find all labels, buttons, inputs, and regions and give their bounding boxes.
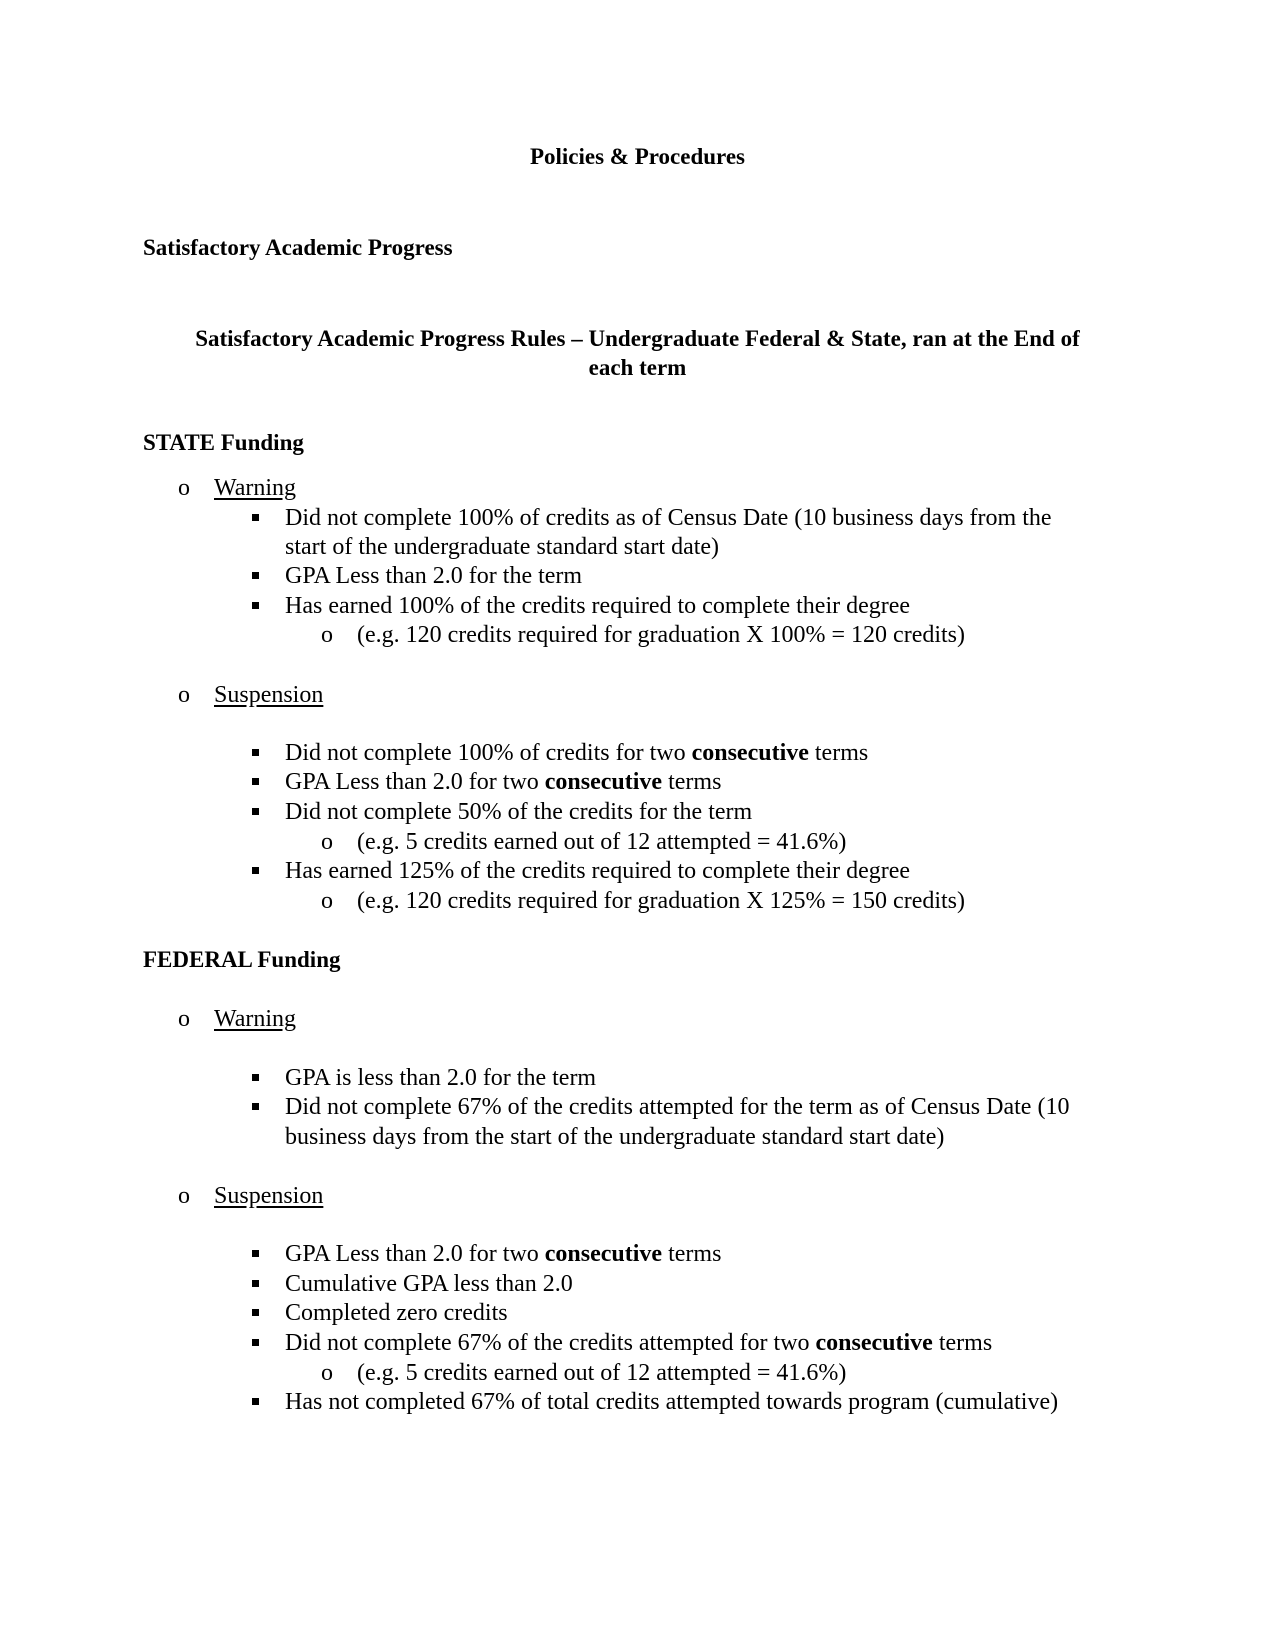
federal-warning-item-2: Did not complete 67% of the credits attempted for the term as of Census Date (10	[285, 1094, 1070, 1120]
federal-funding-heading: FEDERAL Funding	[143, 947, 341, 972]
square-bullet	[252, 514, 259, 521]
state-warning-example: (e.g. 120 credits required for graduation X 100% = 120 credits)	[357, 622, 966, 648]
federal-warning-item-1: GPA is less than 2.0 for the term	[285, 1065, 597, 1091]
state-warning-label: Warning	[214, 475, 297, 501]
federal-suspension-item-3: Completed zero credits	[285, 1300, 508, 1326]
state-funding-heading: STATE Funding	[143, 430, 304, 455]
section-heading: Satisfactory Academic Progress	[143, 235, 453, 260]
federal-suspension-item-4: Did not complete 67% of the credits attempted for two consecutive terms	[285, 1330, 993, 1356]
federal-warning-label: Warning	[214, 1006, 297, 1032]
federal-warning-item-2-cont: business days from the start of the undergraduate standard start date)	[285, 1124, 945, 1150]
circle-bullet: o	[321, 888, 333, 914]
square-bullet	[252, 1309, 259, 1316]
square-bullet	[252, 602, 259, 609]
square-bullet	[252, 572, 259, 579]
square-bullet	[252, 1103, 259, 1110]
state-warning-item-1-cont: start of the undergraduate standard start date)	[285, 534, 720, 560]
circle-bullet: o	[178, 475, 190, 501]
circle-bullet: o	[321, 622, 333, 648]
square-bullet	[252, 1074, 259, 1081]
state-suspension-item-3: Did not complete 50% of the credits for the term	[285, 799, 753, 825]
circle-bullet: o	[178, 682, 190, 708]
state-warning-item-3: Has earned 100% of the credits required to complete their degree	[285, 593, 911, 619]
state-suspension-example-2: (e.g. 120 credits required for graduation X 125% = 150 credits)	[357, 888, 966, 914]
federal-suspension-example: (e.g. 5 credits earned out of 12 attempted = 41.6%)	[357, 1360, 847, 1386]
state-suspension-example-1: (e.g. 5 credits earned out of 12 attempted = 41.6%)	[357, 829, 847, 855]
page-title: Policies & Procedures	[529, 144, 746, 169]
square-bullet	[252, 1398, 259, 1405]
square-bullet	[252, 1339, 259, 1346]
square-bullet	[252, 1250, 259, 1257]
square-bullet	[252, 1280, 259, 1287]
circle-bullet: o	[178, 1006, 190, 1032]
state-suspension-item-4: Has earned 125% of the credits required to complete their degree	[285, 858, 911, 884]
circle-bullet: o	[178, 1183, 190, 1209]
state-warning-item-1: Did not complete 100% of credits as of Census Date (10 business days from the	[285, 505, 1052, 531]
state-suspension-label: Suspension	[214, 682, 324, 708]
circle-bullet: o	[321, 829, 333, 855]
square-bullet	[252, 778, 259, 785]
state-suspension-item-1: Did not complete 100% of credits for two consecutive terms	[285, 740, 869, 766]
federal-suspension-item-5: Has not completed 67% of total credits attempted towards program (cumulative)	[285, 1389, 1059, 1415]
square-bullet	[252, 867, 259, 874]
federal-suspension-item-2: Cumulative GPA less than 2.0	[285, 1271, 573, 1297]
subtitle-line-1: Satisfactory Academic Progress Rules – Undergraduate Federal & State, ran at the End of	[195, 326, 1080, 351]
state-warning-item-2: GPA Less than 2.0 for the term	[285, 563, 583, 589]
federal-suspension-label: Suspension	[214, 1183, 324, 1209]
federal-suspension-item-1: GPA Less than 2.0 for two consecutive terms	[285, 1241, 722, 1267]
square-bullet	[252, 808, 259, 815]
state-suspension-item-2: GPA Less than 2.0 for two consecutive terms	[285, 769, 722, 795]
circle-bullet: o	[321, 1360, 333, 1386]
subtitle-line-2: each term	[588, 355, 687, 380]
square-bullet	[252, 749, 259, 756]
